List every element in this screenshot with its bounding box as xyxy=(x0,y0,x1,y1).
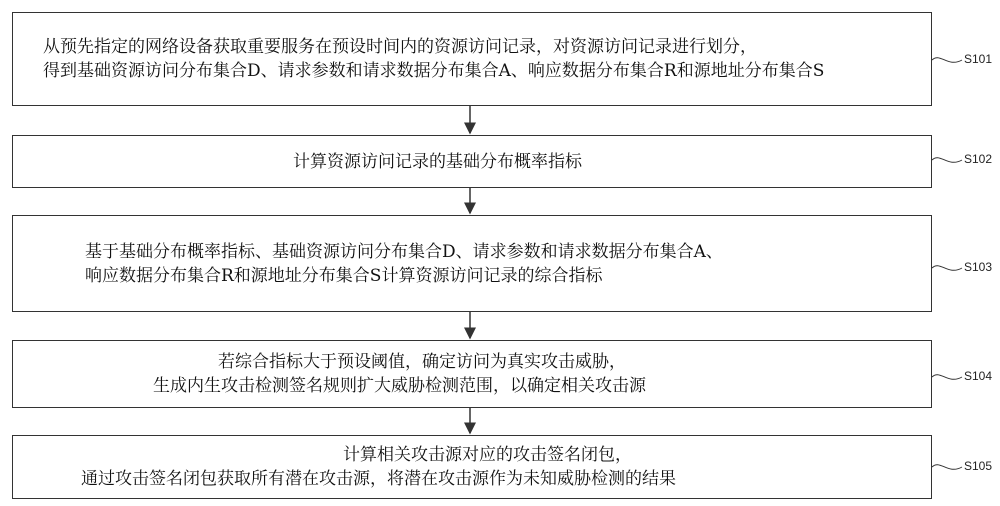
step-text-line: 计算资源访问记录的基础分布概率指标 xyxy=(293,151,582,172)
step-text-line: 响应数据分布集合R和源地址分布集合S计算资源访问记录的综合指标 xyxy=(85,265,603,286)
step-label-s105: S105 xyxy=(964,459,993,473)
step-text-line: 计算相关攻击源对应的攻击签名闭包， xyxy=(343,445,632,465)
leader-s102 xyxy=(932,158,962,163)
step-label-s103: S103 xyxy=(964,260,993,274)
step-text-line: 生成内生攻击检测签名规则扩大威胁检测范围，以确定相关攻击源 xyxy=(153,376,646,396)
step-text-line: 通过攻击签名闭包获取所有潜在攻击源，将潜在攻击源作为未知威胁检测的结果 xyxy=(81,469,676,489)
step-text-line: 得到基础资源访问分布集合D、请求参数和请求数据分布集合A、响应数据分布集合R和源地址分布集合S xyxy=(43,61,825,81)
leader-s103 xyxy=(932,266,962,271)
step-text-line: 若综合指标大于预设阈值，确定访问为真实攻击威胁， xyxy=(218,352,626,372)
step-text-line: 基于基础分布概率指标、基础资源访问分布集合D、请求参数和请求数据分布集合A、 xyxy=(85,241,723,262)
leader-s101 xyxy=(932,58,962,63)
leader-s104 xyxy=(932,375,962,380)
step-label-s104: S104 xyxy=(964,369,993,383)
step-label-s102: S102 xyxy=(964,152,993,166)
step-label-s101: S101 xyxy=(964,52,993,66)
leader-s105 xyxy=(932,465,962,470)
step-text-line: 从预先指定的网络设备获取重要服务在预设时间内的资源访问记录，对资源访问记录进行划分， xyxy=(43,37,757,57)
